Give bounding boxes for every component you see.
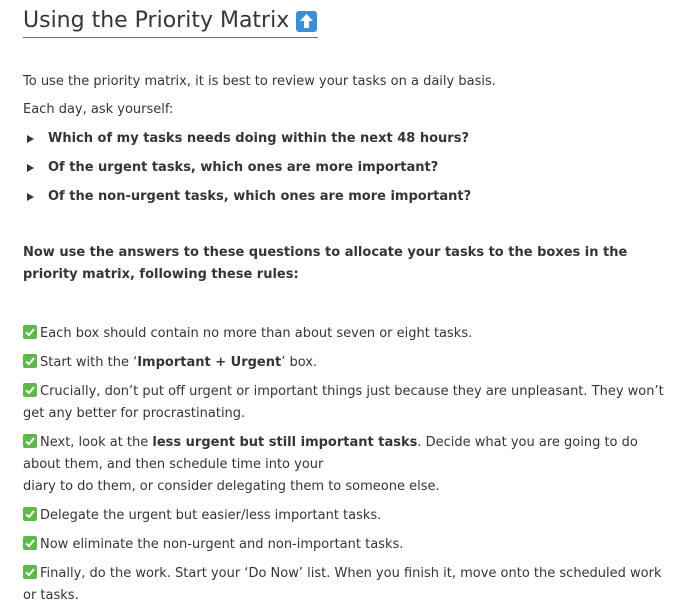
list-item: Of the non-urgent tasks, which ones are more important? — [27, 186, 471, 215]
triangle-bullet-icon — [27, 193, 34, 201]
rules-list — [23, 323, 673, 614]
check-mark-icon — [23, 536, 37, 550]
page-title — [23, 5, 318, 38]
triangle-bullet-icon — [27, 164, 34, 172]
check-mark-icon — [23, 325, 37, 339]
intro-text: To use the priority matrix, it is best to review your tasks on a daily basis. — [23, 74, 496, 89]
rule-item: Now eliminate the non-urgent and non-important tasks. — [23, 534, 673, 556]
rule-item: Start with the ‘Important + Urgent’ box. — [23, 352, 673, 374]
list-item: Which of my tasks needs doing within the next 48 hours? — [27, 128, 471, 157]
instructions-text: Now use the answers to these questions to allocate your tasks to the boxes in the priority matrix, following these rules: — [23, 245, 628, 282]
list-item: Of the urgent tasks, which ones are more important? — [27, 157, 471, 186]
rule-item: Delegate the urgent but easier/less important tasks. — [23, 505, 673, 527]
rule-item: Crucially, don’t put off urgent or important things just because they are unpleasant. They won’t get any better for procrastinating. — [23, 384, 664, 421]
up-arrow-icon — [296, 11, 317, 32]
page-title-text: Using the Priority Matrix — [23, 8, 290, 33]
rule-item: Finally, do the work. Start your ‘Do Now’ list. When you finish it, move onto the scheduled work or tasks. — [23, 566, 662, 603]
rule-item: Next, look at the less urgent but still important tasks. Decide what you are going to do about them, and then schedule time into your diary to do them, or consider delegating them to someone else. — [23, 435, 638, 494]
check-mark-icon — [23, 383, 37, 397]
check-mark-icon — [23, 565, 37, 579]
question-list — [27, 128, 471, 215]
check-mark-icon — [23, 354, 37, 368]
check-mark-icon — [23, 507, 37, 521]
ask-text: Each day, ask yourself: — [23, 102, 174, 117]
rule-item: Each box should contain no more than about seven or eight tasks. — [23, 323, 673, 345]
triangle-bullet-icon — [27, 135, 34, 143]
check-mark-icon — [23, 434, 37, 448]
